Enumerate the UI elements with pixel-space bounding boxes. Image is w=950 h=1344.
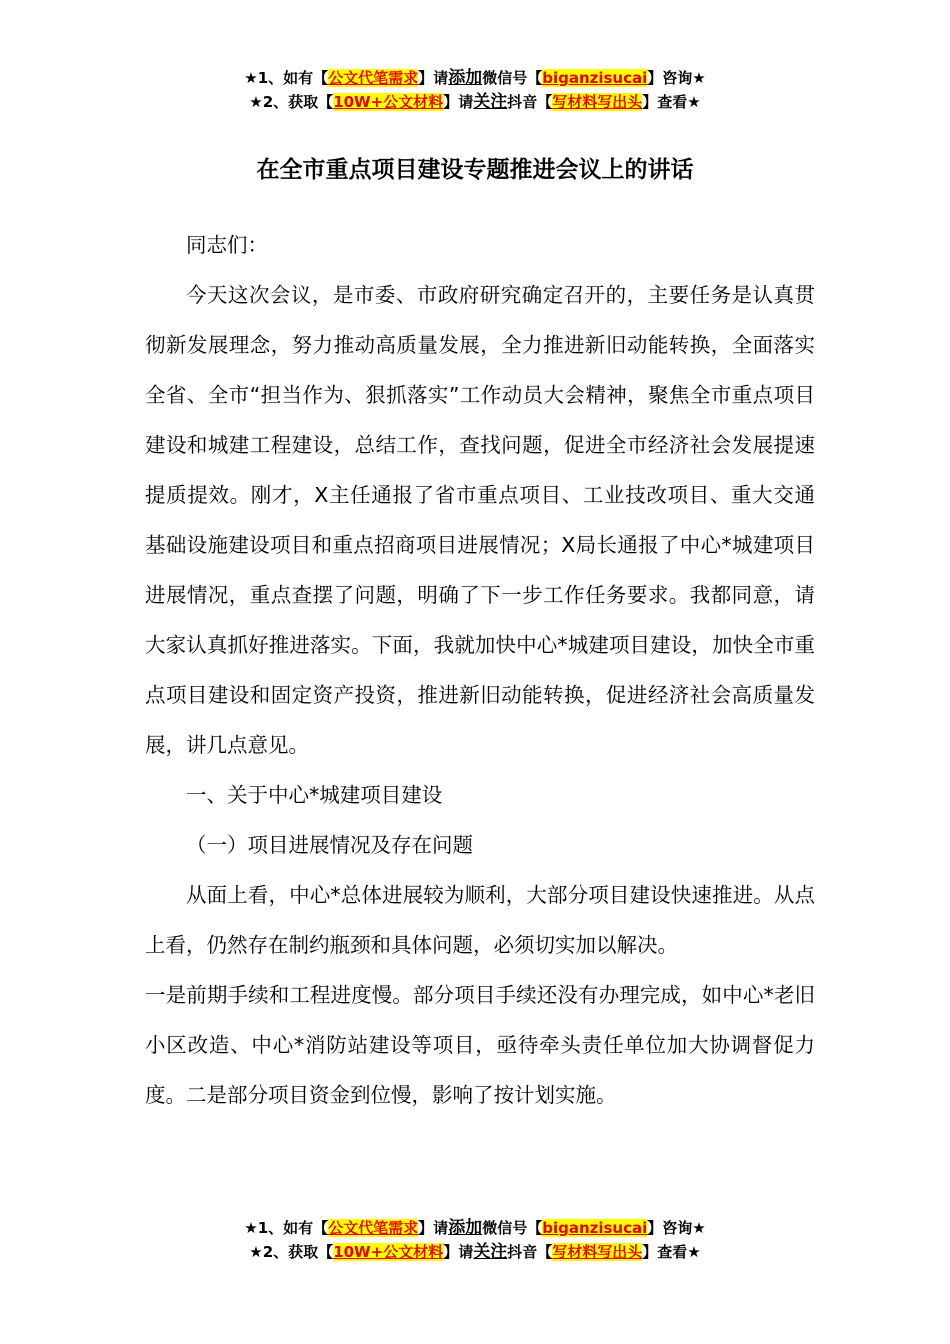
promo-highlight: 写材料写出头 xyxy=(552,93,643,111)
promo-emphasis: 关注 xyxy=(473,92,508,112)
promo-banner-top xyxy=(0,66,950,114)
document-title: 在全市重点项目建设专题推进会议上的讲话 xyxy=(256,157,694,183)
promo-highlight: biganzisucai xyxy=(542,69,648,87)
paragraph: 从面上看，中心*总体进展较为顺利，大部分项目建设快速推进。从点上看，仍然存在制约瓶颈和具体问题，必须切实加以解决。 xyxy=(145,883,815,957)
promo-highlight: 10W+公文材料 xyxy=(333,93,444,111)
promo-highlight: biganzisucai xyxy=(542,1219,648,1237)
promo-banner-bottom xyxy=(0,1216,950,1264)
promo-line-1: ★1、如有【公文代笔需求】请添加微信号【biganzisucai】咨询★ xyxy=(244,1218,706,1238)
promo-line-2: ★2、获取【10W+公文材料】请关注抖音【写材料写出头】查看★ xyxy=(249,92,701,112)
section-heading: 一、关于中心*城建项目建设 xyxy=(186,783,443,807)
promo-emphasis: 添加 xyxy=(448,68,483,88)
subsection-heading: （一）项目进展情况及存在问题 xyxy=(186,833,473,857)
promo-emphasis: 关注 xyxy=(473,1242,508,1262)
promo-highlight: 公文代笔需求 xyxy=(328,1219,419,1237)
salutation: 同志们： xyxy=(186,233,268,257)
document-body xyxy=(145,220,815,1120)
promo-highlight: 10W+公文材料 xyxy=(333,1243,444,1261)
paragraph: 今天这次会议，是市委、市政府研究确定召开的，主要任务是认真贯彻新发展理念，努力推动高质量发展，全力推进新旧动能转换，全面落实全省、全市“担当作为、狠抓落实”工作动员大会精神，聚焦全市重点项目建设和城建工程建设，总结工作，查找问题，促进全市经济社会发展提速提质提效。刚才，X主任通报了省市重点项目、工业技改项目、重大交通基础设施建设项目和重点招商项目进展情况；X局长通报了中心*城建项目进展情况，重点查摆了问题，明确了下一步工作任务要求。我都同意，请大家认真抓好推进落实。下面，我就加快中心*城建项目建设，加快全市重点项目建设和固定资产投资，推进新旧动能转换，促进经济社会高质量发展，讲几点意见。 xyxy=(145,283,815,757)
paragraph: 一是前期手续和工程进度慢。部分项目手续还没有办理完成，如中心*老旧小区改造、中心*消防站建设等项目，亟待牵头责任单位加大协调督促力度。二是部分项目资金到位慢，影响了按计划实施。 xyxy=(145,983,815,1107)
promo-highlight: 公文代笔需求 xyxy=(328,69,419,87)
promo-line-2: ★2、获取【10W+公文材料】请关注抖音【写材料写出头】查看★ xyxy=(249,1242,701,1262)
promo-emphasis: 添加 xyxy=(448,1218,483,1238)
promo-highlight: 写材料写出头 xyxy=(552,1243,643,1261)
promo-line-1: ★1、如有【公文代笔需求】请添加微信号【biganzisucai】咨询★ xyxy=(244,68,706,88)
